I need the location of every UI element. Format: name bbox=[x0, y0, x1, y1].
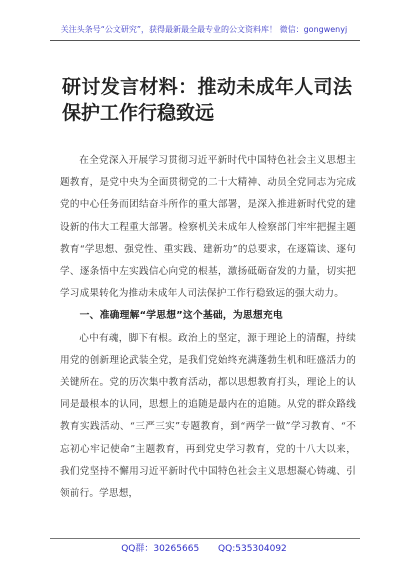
section-heading: 一、准确理解“学思想”这个基础，为思想充电 bbox=[79, 310, 283, 322]
section-paragraph: 心中有魂，脚下有根。政治上的坚定，源于理论上的清醒，持续用党的创新理论武装全党，是我们党始终充满蓬勃生机和旺盛活力的关键所在。党的历次集中教育活动，都以思想教育打头，理论上的认同是最根本的认同，思想上的追随是最内在的追随。从党的群众路线教育实践活动、“三严三实”专题教育，到“两学一做”学习教育、“不忘初心牢记使命”主题教育，再到党史学习教育，党的十八大以来，我们党坚持不懈用习近平新时代中国特色社会主义思想凝心铸魂、引领前行。学思想， bbox=[60, 332, 356, 500]
page-footer bbox=[0, 541, 408, 554]
intro-paragraph: 在全党深入开展学习贯彻习近平新时代中国特色社会主义思想主题教育，是党中央为全面贯彻党的二十大精神、动员全党同志为完成党的中心任务而团结奋斗所作的重大部署，是深入推进新时代党的建设新的伟大工程重大部署。检察机关未成年人检察部门牢牢把握主题教育“学思想、强党性、重实践、建新功”的总要求，在逐篇读、逐句学、逐条悟中左实践信心向党的根基，激扬砥砺奋发的力量，切实把学习成果转化为推动未成年人司法保护工作行稳致远的强大动力。 bbox=[60, 155, 356, 300]
footer-divider bbox=[50, 538, 360, 539]
document-title: 研讨发言材料：推动未成年人司法保护工作行稳致远 bbox=[62, 76, 352, 124]
header-divider bbox=[50, 40, 360, 41]
document-body bbox=[60, 150, 356, 505]
footer-qq-group: QQ群：30265665 bbox=[121, 544, 200, 554]
footer-qq-number: QQ:535304092 bbox=[218, 544, 287, 554]
page-header-banner: 关注头条号“公文研究”，获得最新最全最专业的公文资料库！ 微信：gongwenyj bbox=[60, 25, 348, 34]
